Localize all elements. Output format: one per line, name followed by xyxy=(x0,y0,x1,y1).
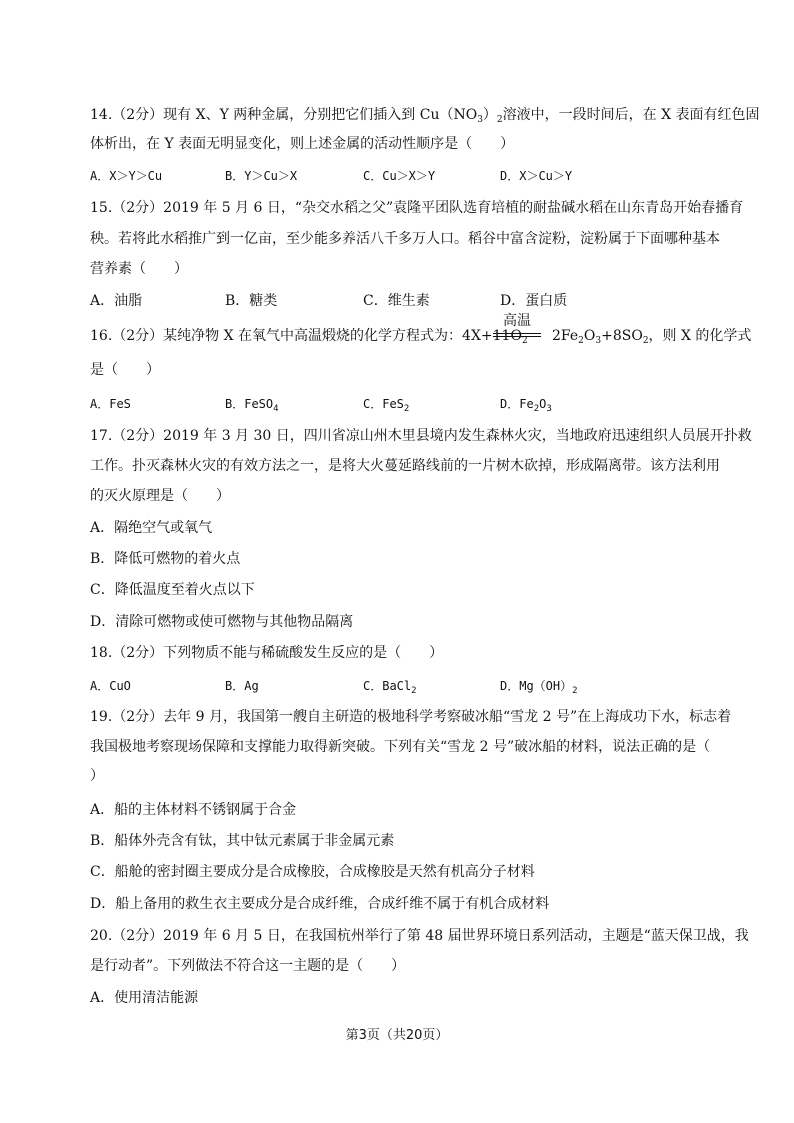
question-19-line-2: 我国极地考察现场保障和支撑能力取得新突破。下列有关“雪龙 2 号”破冰船的材料，说法正确的是（ xyxy=(90,739,711,755)
q18-option-a: A．CuO xyxy=(90,679,131,693)
reaction-condition: 高温 xyxy=(503,313,531,329)
question-17-line-1: 17.（2分）2019 年 3 月 30 日，四川省凉山州木里县境内发生森林火灾，当地政府迅速组织人员展开扑救 xyxy=(90,428,752,444)
question-15-line-2: 秧。若将此水稻推广到一亿亩，至少能多养活八千多万人口。稻谷中富含淀粉，淀粉属于下面哪种基本 xyxy=(90,231,720,247)
question-17-line-3: 的灭火原理是（ ） xyxy=(90,488,230,504)
page-footer: 第3页（共20页） xyxy=(345,1028,449,1043)
q19-option-a: A．船的主体材料不锈钢属于合金 xyxy=(90,802,297,818)
q15-option-c: C．维生素 xyxy=(363,293,430,309)
equation-bar-top xyxy=(493,333,541,334)
question-16-line-2: 是（ ） xyxy=(90,362,160,378)
q15-option-d: D．蛋白质 xyxy=(500,293,568,309)
question-16-line-1-right: $2Fe_2O_3+8SO_2$，则 X 的化学式 xyxy=(552,328,752,346)
q18-option-b: B．Ag xyxy=(225,679,259,693)
q15-option-b: B．糖类 xyxy=(225,293,278,309)
q14-option-b: B．Y＞Cu＞X xyxy=(225,169,298,183)
question-14-line-1: 14.（2分）现有 X、Y 两种金属，分别把它们插入到 $Cu(NO_3)_2$溶液中，一段时间后，在 X 表面有红色固 xyxy=(90,107,760,125)
question-15-line-3: 营养素（ ） xyxy=(90,261,188,277)
q18-option-c: C．BaCl$_2$ xyxy=(363,679,417,696)
q19-option-d: D．船上备用的救生衣主要成分是合成纤维，合成纤维不属于有机合成材料 xyxy=(90,896,550,912)
question-19-line-1: 19.（2分）去年 9 月，我国第一艘自主研造的极地科学考察破冰船“雪龙 2 号”在上海成功下水，标志着 xyxy=(90,709,732,725)
q17-option-b: B．降低可燃物的着火点 xyxy=(90,551,241,567)
q17-option-c: C．降低温度至着火点以下 xyxy=(90,582,255,598)
question-19-line-3: ） xyxy=(90,768,104,784)
q15-option-a: A．油脂 xyxy=(90,293,143,309)
q19-option-c: C．船舱的密封圈主要成分是合成橡胶，合成橡胶是天然有机高分子材料 xyxy=(90,864,535,880)
question-15-line-1: 15.（2分）2019 年 5 月 6 日，“杂交水稻之父”袁隆平团队选育培植的耐盐碱水稻在山东青岛开始春播育 xyxy=(90,200,744,216)
q16-option-d: D．$Fe_2O_3$ xyxy=(500,397,552,414)
q16-option-c: C．FeS$_2$ xyxy=(363,397,410,414)
q17-option-d: D．清除可燃物或使可燃物与其他物品隔离 xyxy=(90,614,354,630)
question-20-line-2: 是行动者”。下列做法不符合这一主题的是（ ） xyxy=(90,958,406,974)
q20-option-a: A．使用清洁能源 xyxy=(90,990,199,1006)
question-18-line-1: 18.（2分）下列物质不能与稀硫酸发生反应的是（ ） xyxy=(90,645,444,661)
q14-option-a: A．X＞Y＞Cu xyxy=(90,169,163,183)
question-17-line-2: 工作。扑灭森林火灾的有效方法之一，是将大火蔓延路线前的一片树木砍掉，形成隔离带。该方法利用 xyxy=(90,458,720,474)
q19-option-b: B．船体外壳含有钛，其中钛元素属于非金属元素 xyxy=(90,833,395,849)
q18-option-d: D．$Mg(OH)_2$ xyxy=(500,679,578,696)
question-14-line-2: 体析出，在 Y 表面无明显变化，则上述金属的活动性顺序是（ ） xyxy=(90,136,515,152)
q16-option-a: A．FeS xyxy=(90,397,131,411)
q17-option-a: A．隔绝空气或氧气 xyxy=(90,520,213,536)
question-20-line-1: 20.（2分）2019 年 6 月 5 日，在我国杭州举行了第 48 届世界环境日系列活动，主题是“蓝天保卫战，我 xyxy=(90,928,749,944)
q14-option-c: C．Cu＞X＞Y xyxy=(363,169,436,183)
q14-option-d: D．X＞Cu＞Y xyxy=(500,169,573,183)
q16-option-b: B．FeSO$_4$ xyxy=(225,397,279,414)
equation-bar-bottom xyxy=(493,336,541,337)
question-16-line-1-left: 16.（2分）某纯净物 X 在氧气中高温煅烧的化学方程式为：$4X+11O_2$ xyxy=(90,328,528,346)
